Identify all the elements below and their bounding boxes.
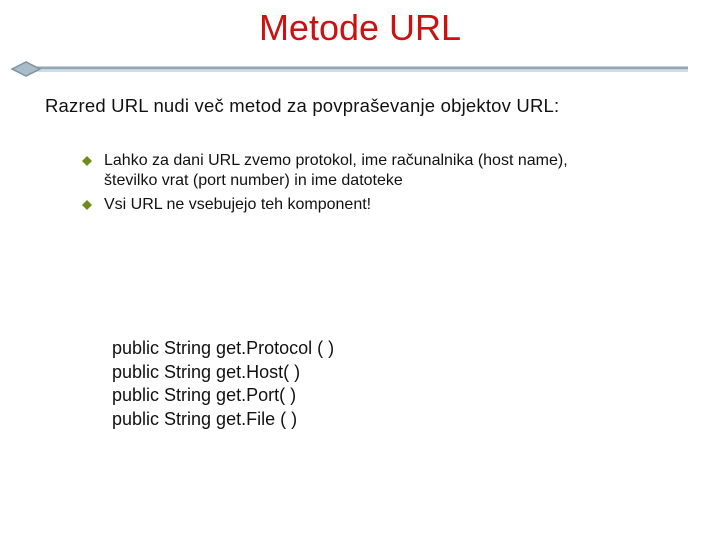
method-line: public String get.Host( ) xyxy=(112,361,301,382)
bullet-text-line: Vsi URL ne vsebujejo teh komponent! xyxy=(104,196,372,213)
diamond-rule-icon xyxy=(12,62,40,76)
title-rule xyxy=(8,58,690,80)
method-list xyxy=(112,337,334,431)
intro-text: Razred URL nudi več metod za povpraševanje objektov URL: xyxy=(45,95,560,116)
method-line: public String get.Protocol ( ) xyxy=(112,338,335,358)
bullet-list xyxy=(80,151,700,219)
method-line: public String get.File ( ) xyxy=(112,408,298,429)
bullet-item xyxy=(80,151,700,191)
slide-title: Metode URL xyxy=(258,7,462,48)
diamond-bullet-icon xyxy=(82,200,92,210)
bullet-text-line: Lahko za dani URL zvemo protokol, ime računalnika (host name), xyxy=(104,152,568,169)
bullet-text-line: številko vrat (port number) in ime datoteke xyxy=(104,172,403,189)
diamond-bullet-icon xyxy=(82,156,92,166)
method-line: public String get.Port( ) xyxy=(112,385,297,405)
bullet-item xyxy=(80,195,700,215)
